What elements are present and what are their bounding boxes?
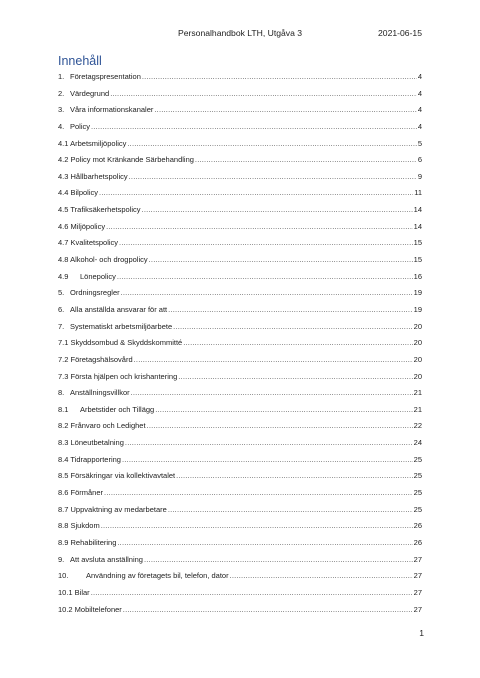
toc-entry-label: Användning av företagets bil, telefon, dator (86, 571, 229, 581)
toc-leader-dots (125, 438, 413, 447)
toc-entry-page: 27 (413, 554, 422, 564)
toc-leader-dots (142, 72, 417, 81)
toc-leader-dots (131, 388, 413, 397)
toc-entry-number: 9. (58, 554, 65, 564)
toc-entry[interactable] (58, 338, 422, 355)
toc-entry[interactable] (58, 405, 422, 422)
header-title: Personalhandbok LTH, Utgåva 3 (178, 28, 303, 38)
toc-leader-dots (122, 455, 413, 464)
toc-leader-dots (134, 355, 413, 364)
toc-entry[interactable] (58, 272, 422, 289)
toc-entry-page: 19 (413, 288, 422, 298)
toc-entry[interactable] (58, 605, 422, 622)
toc-entry-label: 8.5 Försäkringar via kollektivavtalet (58, 471, 176, 481)
toc-entry-label: 4.3 Hållbarhetspolicy (58, 171, 128, 181)
toc-entry-label: 4.5 Trafiksäkerhetspolicy (58, 205, 141, 215)
toc-entry-label: 7.2 Företagshälsovård (58, 354, 133, 364)
toc-entry-page: 4 (417, 105, 422, 115)
toc-entry-page: 27 (413, 587, 422, 597)
toc-entry-label: 4.8 Alkohol- och drogpolicy (58, 255, 148, 265)
toc-leader-dots (123, 605, 413, 614)
toc-entry-label: 4.2 Policy mot Kränkande Särbehandling (58, 155, 194, 165)
toc-entry-number: 3. (58, 105, 65, 115)
toc-entry-page: 19 (413, 304, 422, 314)
toc-entry-page: 25 (413, 454, 422, 464)
toc-leader-dots (106, 222, 413, 231)
toc-entry-page: 27 (413, 571, 422, 581)
toc-entry-label: 8.3 Löneutbetalning (58, 438, 124, 448)
toc-entry[interactable] (58, 438, 422, 455)
toc-leader-dots (104, 488, 413, 497)
toc-entry-label: 8.6 Förmåner (58, 488, 104, 498)
toc-entry[interactable] (58, 521, 422, 538)
toc-entry-label: 4.7 Kvalitetspolicy (58, 238, 119, 248)
toc-leader-dots (147, 421, 413, 430)
toc-leader-dots (154, 105, 416, 114)
toc-entry-number: 8. (58, 388, 65, 398)
toc-entry[interactable] (58, 205, 422, 222)
toc-entry[interactable] (58, 355, 422, 372)
toc-leader-dots (230, 571, 413, 580)
table-of-contents (58, 72, 422, 621)
toc-entry-label: 8.7 Uppvaktning av medarbetare (58, 504, 167, 514)
toc-entry-label: 8.4 Tidrapportering (58, 454, 121, 464)
toc-entry[interactable] (58, 322, 422, 339)
toc-entry-number: 6. (58, 304, 65, 314)
toc-leader-dots (119, 238, 413, 247)
toc-entry-label: 8.2 Frånvaro och Ledighet (58, 421, 146, 431)
toc-entry[interactable] (58, 172, 422, 189)
toc-entry[interactable] (58, 255, 422, 272)
toc-leader-dots (117, 538, 412, 547)
toc-entry-number: 4. (58, 121, 65, 131)
toc-entry-page: 4 (417, 88, 422, 98)
toc-entry-label: Anställningsvillkor (70, 388, 130, 398)
toc-entry-page: 4 (417, 72, 422, 81)
toc-entry-page: 4 (417, 121, 422, 131)
toc-entry-page: 16 (413, 271, 422, 281)
toc-heading: Innehåll (58, 54, 102, 68)
toc-entry-label: 8.9 Rehabilitering (58, 537, 117, 547)
toc-leader-dots (142, 205, 413, 214)
toc-entry-number: 8.1 (58, 404, 69, 414)
toc-leader-dots (195, 155, 417, 164)
toc-entry-number: 4.9 (58, 271, 69, 281)
toc-entry-page: 27 (413, 604, 422, 614)
toc-leader-dots (168, 305, 413, 314)
toc-entry[interactable] (58, 555, 422, 572)
toc-entry-label: Att avsluta anställning (70, 554, 143, 564)
toc-entry[interactable] (58, 155, 422, 172)
toc-entry[interactable] (58, 305, 422, 322)
toc-entry-label: Värdegrund (70, 88, 110, 98)
toc-entry[interactable] (58, 238, 422, 255)
toc-entry-page: 21 (413, 388, 422, 398)
toc-entry-label: Arbetstider och Tillägg (80, 404, 155, 414)
toc-entry-page: 5 (417, 138, 422, 148)
toc-leader-dots (91, 122, 417, 131)
toc-entry-label: 7.3 Första hjälpen och krishantering (58, 371, 178, 381)
toc-entry[interactable] (58, 372, 422, 389)
header-date: 2021-06-15 (378, 28, 422, 38)
toc-entry[interactable] (58, 505, 422, 522)
toc-entry-label: Alla anställda ansvarar för att (70, 304, 168, 314)
toc-entry-page: 25 (413, 504, 422, 514)
toc-entry[interactable] (58, 571, 422, 588)
toc-leader-dots (183, 338, 412, 347)
toc-entry-page: 25 (413, 471, 422, 481)
toc-entry-page: 26 (413, 537, 422, 547)
toc-entry-page: 6 (417, 155, 422, 165)
toc-entry[interactable] (58, 72, 422, 89)
toc-entry[interactable] (58, 122, 422, 139)
toc-leader-dots (129, 172, 417, 181)
toc-entry-page: 20 (413, 321, 422, 331)
toc-entry-page: 20 (413, 371, 422, 381)
toc-entry-label: Våra informationskanaler (70, 105, 154, 115)
toc-entry-page: 15 (413, 255, 422, 265)
toc-leader-dots (121, 288, 413, 297)
toc-leader-dots (155, 405, 412, 414)
toc-entry-page: 25 (413, 488, 422, 498)
toc-entry-page: 26 (413, 521, 422, 531)
toc-entry[interactable] (58, 105, 422, 122)
toc-entry-page: 22 (413, 421, 422, 431)
toc-entry-label: 10.2 Mobiltelefoner (58, 604, 122, 614)
toc-entry-page: 21 (413, 404, 422, 414)
toc-leader-dots (91, 588, 413, 597)
toc-entry-label: 4.4 Bilpolicy (58, 188, 99, 198)
toc-entry[interactable] (58, 588, 422, 605)
toc-entry[interactable] (58, 471, 422, 488)
toc-entry-label: Systematiskt arbetsmiljöarbete (70, 321, 173, 331)
toc-entry-page: 24 (413, 438, 422, 448)
toc-entry-label: Lönepolicy (80, 271, 116, 281)
toc-entry-page: 9 (417, 171, 422, 181)
toc-entry[interactable] (58, 421, 422, 438)
toc-entry-label: 4.6 Miljöpolicy (58, 221, 106, 231)
toc-entry[interactable] (58, 89, 422, 106)
toc-entry[interactable] (58, 222, 422, 239)
toc-entry-page: 11 (414, 188, 422, 198)
toc-entry[interactable] (58, 388, 422, 405)
toc-entry-page: 14 (413, 221, 422, 231)
toc-entry-number: 10. (58, 571, 69, 581)
toc-entry-label: 7.1 Skyddsombud & Skyddskommitté (58, 338, 183, 348)
toc-entry-number: 5. (58, 288, 65, 298)
toc-entry-label: Policy (70, 121, 91, 131)
toc-leader-dots (176, 471, 413, 480)
toc-leader-dots (127, 139, 416, 148)
toc-entry[interactable] (58, 455, 422, 472)
toc-entry[interactable] (58, 139, 422, 156)
toc-leader-dots (173, 322, 413, 331)
toc-entry-page: 20 (413, 338, 422, 348)
toc-leader-dots (178, 372, 412, 381)
toc-entry[interactable] (58, 188, 422, 205)
toc-entry-label: Företagspresentation (70, 72, 141, 81)
toc-leader-dots (168, 505, 413, 514)
toc-leader-dots (149, 255, 413, 264)
page-number: 1 (419, 628, 424, 638)
toc-entry-page: 20 (413, 354, 422, 364)
toc-entry-label: 10.1 Bilar (58, 587, 90, 597)
page-header (58, 28, 422, 42)
toc-entry-number: 1. (58, 72, 65, 81)
toc-entry-label: Ordningsregler (70, 288, 120, 298)
toc-leader-dots (101, 521, 413, 530)
toc-entry-number: 2. (58, 88, 65, 98)
toc-entry-number: 7. (58, 321, 65, 331)
toc-entry-page: 14 (413, 205, 422, 215)
toc-entry-label: 4.1 Arbetsmiljöpolicy (58, 138, 127, 148)
toc-leader-dots (144, 555, 413, 564)
toc-entry-page: 15 (413, 238, 422, 248)
toc-entry[interactable] (58, 538, 422, 555)
toc-leader-dots (110, 89, 417, 98)
toc-entry[interactable] (58, 288, 422, 305)
toc-leader-dots (99, 188, 413, 197)
toc-leader-dots (117, 272, 413, 281)
toc-entry-label: 8.8 Sjukdom (58, 521, 100, 531)
toc-entry[interactable] (58, 488, 422, 505)
